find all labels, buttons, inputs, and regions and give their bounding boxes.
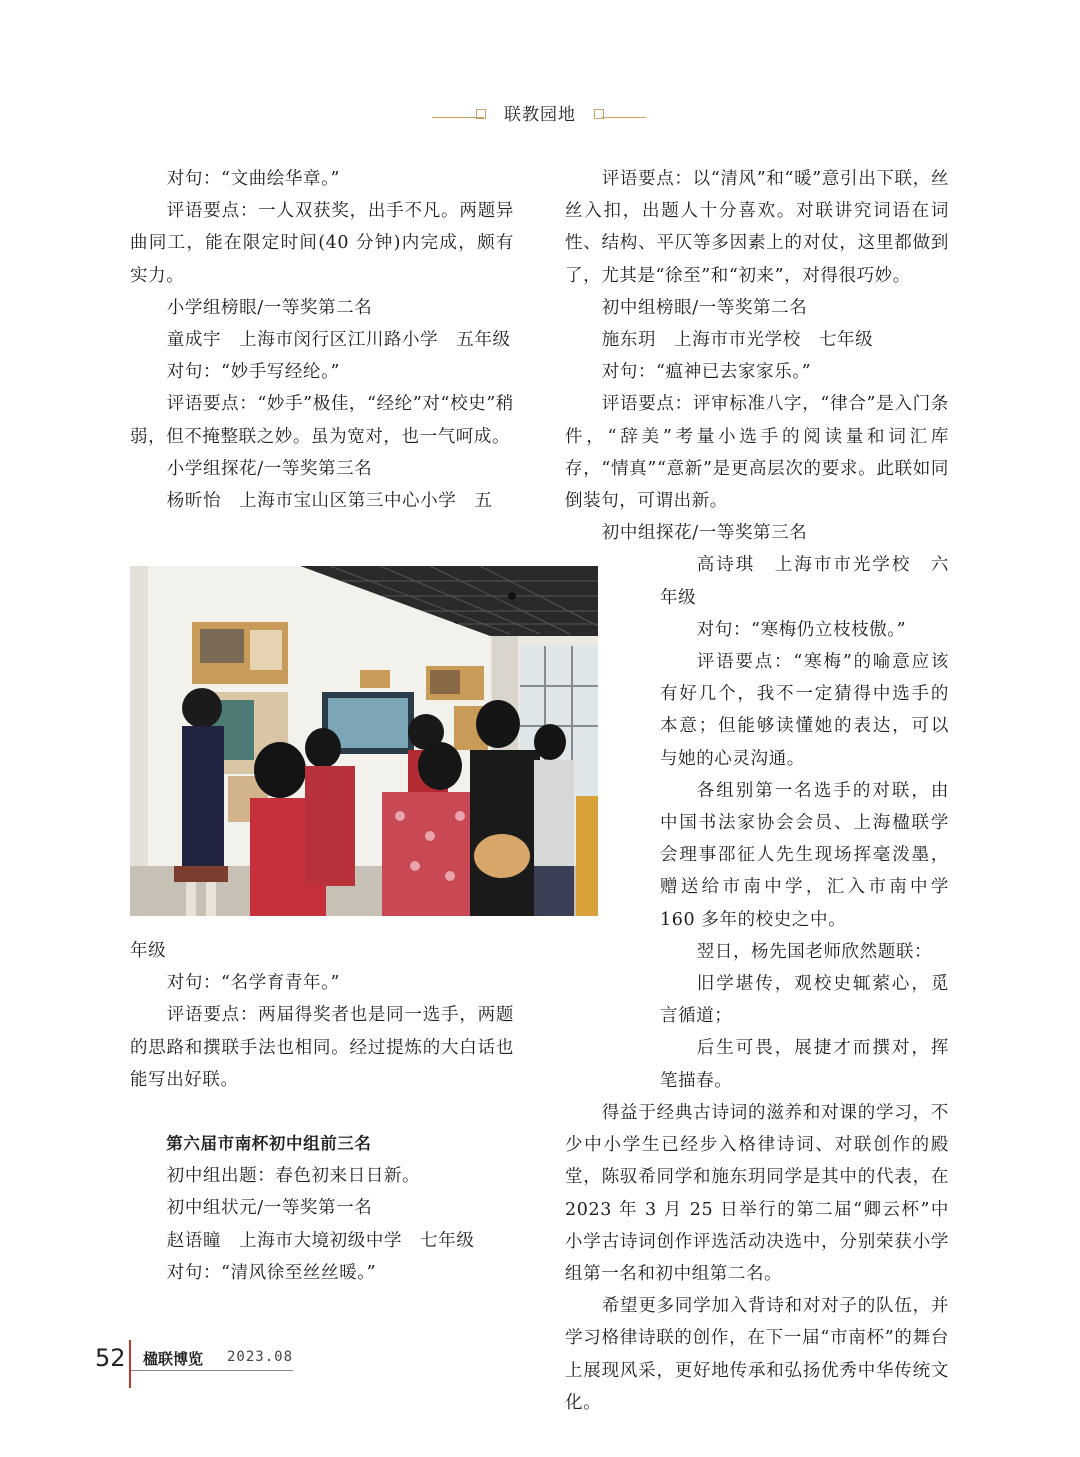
body-paragraph: 各组别第一名选手的对联，由中国书法家协会会员、上海楹联学会理事邵征人先生现场挥毫泼墨，赠送给市南中学，汇入市南中学 160 多年的校史之中。: [660, 780, 949, 930]
issue-date: 2023.08: [227, 1349, 294, 1365]
footer-divider: [129, 1340, 131, 1388]
body-paragraph: 希望更多同学加入背诗和对对子的队伍，并学习格律诗联的创作，在下一届“市南杯”的舞台上展现风采，更好地传承和弘扬优秀中华传统文化。: [565, 1296, 949, 1413]
page-number: 52: [95, 1344, 126, 1372]
award-title: 初中组探花/一等奖第三名: [601, 523, 808, 544]
header-rule-right: [602, 117, 646, 118]
page-footer: [95, 1340, 395, 1390]
right-column: [565, 163, 949, 1419]
review-paragraph: 评语要点：以“清风”和“暖”意引出下联，丝丝入扣，出题人十分喜欢。对联讲究词语在词性、结构、平仄等多因素上的对仗，这里都做到了，尤其是“徐至”和“初来”，对得很巧妙。: [565, 169, 949, 286]
winner-info: 施东玥 上海市市光学校 七年级: [601, 330, 874, 351]
couplet-line: 对句：“清风徐至丝丝暖。”: [166, 1262, 377, 1283]
exhibition-photo: [130, 566, 598, 916]
review-paragraph: 评语要点：两届得奖者也是同一选手，两题的思路和撰联手法也相同。经过提炼的大白话也能写出好联。: [130, 1005, 514, 1090]
couplet-line: 对句：“文曲绘华章。”: [166, 169, 340, 189]
couplet-verse: 旧学堪传，观校史辄萦心，觅言循道；: [660, 974, 949, 1027]
section-header: [0, 100, 1080, 126]
review-paragraph: 评语要点：一人双获奖，出手不凡。两题异曲同工，能在限定时间(40 分钟)内完成，颇有实力。: [130, 201, 514, 286]
left-column-top: [130, 163, 514, 517]
footer-rule: [131, 1370, 293, 1371]
body-paragraph: 得益于经典古诗词的滋养和对课的学习，不少中小学生已经步入格律诗词、对联创作的殿堂，陈驭希同学和施东玥同学是其中的代表，在 2023 年 3 月 25 日举行的第二届“卿云杯”中小学古诗词创作评选活动决选中，分别荣获小学组第一名和初中组第二名。: [565, 1102, 950, 1284]
subsection-heading: 第六届市南杯初中组前三名: [166, 1134, 372, 1154]
body-paragraph: 翌日，杨先国老师欣然题联：: [696, 941, 933, 962]
winner-info-continued: 年级: [130, 941, 167, 961]
review-paragraph: 评语要点：评审标准八字，“律合”是入门条件，“辞美”考量小选手的阅读量和词汇库存，“情真”“意新”是更高层次的要求。此联如同倒装句，可谓出新。: [565, 394, 949, 512]
couplet-line: 对句：“寒梅仍立枝枝傲。”: [696, 619, 907, 640]
winner-info: 童成宇 上海市闵行区江川路小学 五年级: [166, 330, 511, 351]
winner-info: 杨昕怡 上海市宝山区第三中心小学 五: [166, 491, 493, 512]
review-paragraph: 评语要点：“妙手”极佳，“经纶”对“校史”稍弱，但不掩整联之妙。虽为宽对，也一气呵成。: [130, 394, 514, 447]
award-title: 初中组状元/一等奖第一名: [166, 1198, 373, 1219]
review-paragraph: 评语要点：“寒梅”的喻意应该有好几个，我不一定猜得中选手的本意；但能够读懂她的表达，可以与她的心灵沟通。: [660, 652, 949, 769]
winner-info: 赵语瞳 上海市大境初级中学 七年级: [166, 1230, 475, 1251]
couplet-verse: 后生可畏，展捷才而撰对，挥笔描春。: [660, 1038, 949, 1091]
winner-info: 高诗琪 上海市市光学校 六年级: [660, 555, 949, 608]
spacer: [130, 1096, 514, 1128]
award-title: 初中组榜眼/一等奖第二名: [601, 297, 808, 318]
magazine-name: 楹联博览: [143, 1350, 204, 1368]
couplet-line: 对句：“瘟神已去家家乐。”: [601, 362, 812, 383]
couplet-line: 对句：“名学育青年。”: [166, 973, 340, 994]
award-title: 小学组探花/一等奖第三名: [166, 458, 373, 479]
left-column-bottom: [130, 935, 514, 1289]
couplet-line: 对句：“妙手写经纶。”: [166, 362, 340, 383]
award-title: 小学组榜眼/一等奖第二名: [166, 297, 373, 318]
section-title: 联教园地: [504, 105, 576, 125]
contest-prompt: 初中组出题：春色初来日日新。: [166, 1166, 421, 1187]
